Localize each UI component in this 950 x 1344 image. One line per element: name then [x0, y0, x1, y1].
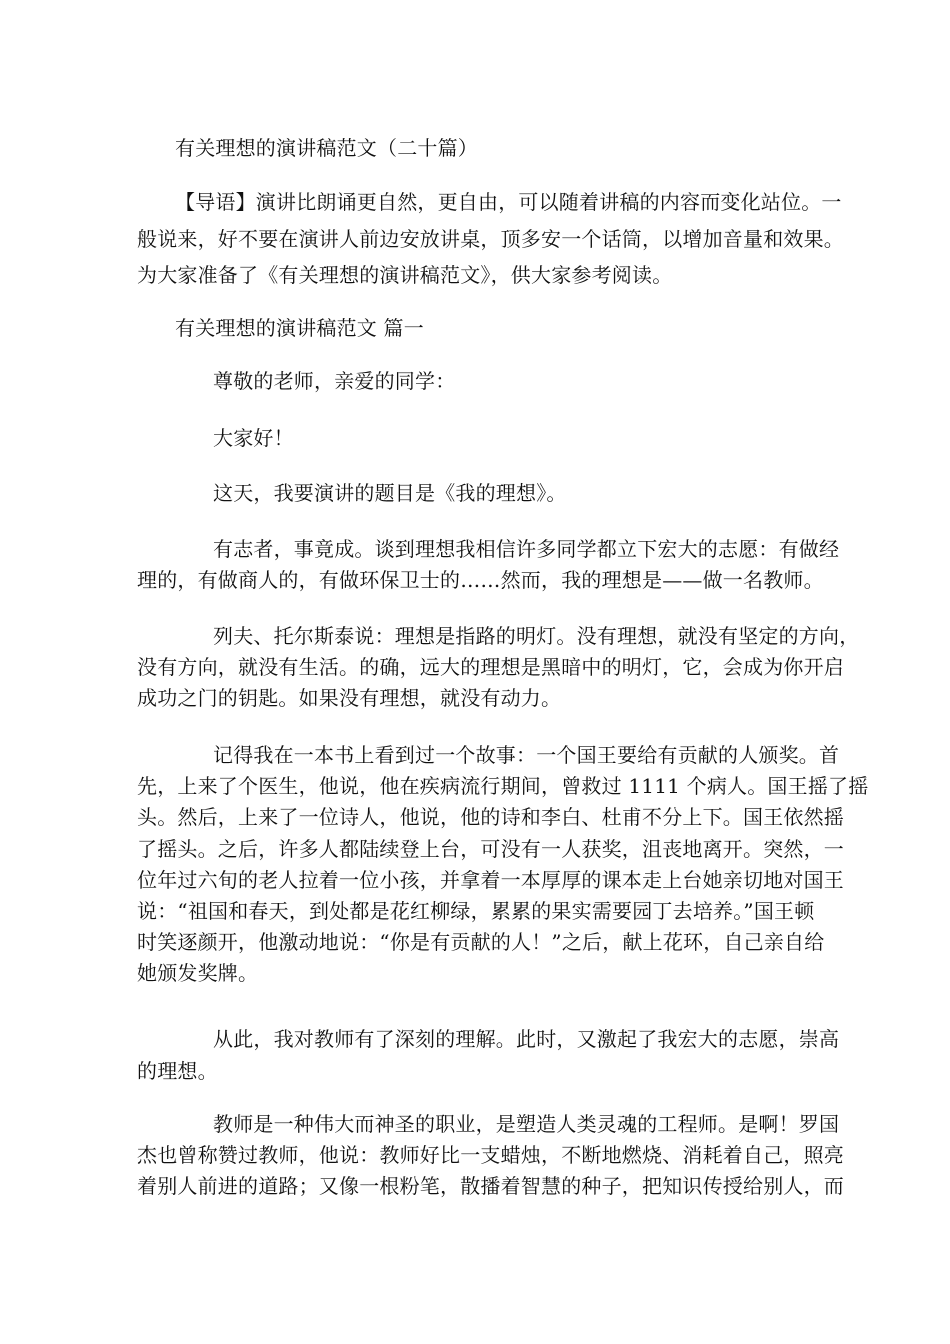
document-title: 有关理想的演讲稿范文（二十篇）: [175, 136, 478, 160]
paragraph-line: 成功之门的钥匙。如果没有理想，就没有动力。: [137, 686, 562, 710]
paragraph-line: 着别人前进的道路；又像一根粉笔，散播着智慧的种子，把知识传授给别人，而: [137, 1174, 844, 1198]
paragraph-line: 理的，有做商人的，有做环保卫士的……然而，我的理想是——做一名教师。: [137, 568, 824, 592]
topic-line: 这天，我要演讲的题目是《我的理想》。: [213, 481, 567, 505]
paragraph-line: 的理想。: [137, 1059, 218, 1083]
intro-line: 般说来，好不要在演讲人前边安放讲桌，顶多安一个话筒，以增加音量和效果。: [137, 227, 844, 251]
paragraph-line: 先，上来了个医生，他说，他在疾病流行期间，曾救过 1111 个病人。国王摇了摇: [137, 774, 869, 798]
paragraph-line: 从此，我对教师有了深刻的理解。此时，又激起了我宏大的志愿，崇高: [213, 1027, 840, 1051]
intro-line: 为大家准备了《有关理想的演讲稿范文》，供大家参考阅读。: [137, 263, 673, 287]
paragraph-line: 列夫、托尔斯泰说：理想是指路的明灯。没有理想，就没有坚定的方向，: [213, 624, 860, 648]
paragraph-line: 她颁发奖牌。: [137, 961, 259, 985]
paragraph-line: 头。然后，上来了一位诗人，他说，他的诗和李白、杜甫不分上下。国王依然摇: [137, 805, 844, 829]
section-title: 有关理想的演讲稿范文 篇一: [175, 316, 424, 340]
paragraph-line: 教师是一种伟大而神圣的职业，是塑造人类灵魂的工程师。是啊！罗国: [213, 1112, 840, 1136]
paragraph-line: 杰也曾称赞过教师，他说：教师好比一支蜡烛，不断地燃烧、消耗着自己，照亮: [137, 1143, 844, 1167]
paragraph-line: 时笑逐颜开，他激动地说：“你是有贡献的人！”之后，献上花环，自己亲自给: [137, 930, 825, 954]
intro-line: 【导语】演讲比朗诵更自然，更自由，可以随着讲稿的内容而变化站位。一: [175, 190, 842, 214]
greeting: 大家好！: [213, 426, 294, 450]
paragraph-line: 有志者，事竟成。谈到理想我相信许多同学都立下宏大的志愿：有做经: [213, 537, 840, 561]
paragraph-line: 说：“祖国和春天，到处都是花红柳绿，累累的果实需要园丁去培养。”国王顿: [137, 899, 815, 923]
paragraph-line: 了摇头。之后，许多人都陆续登上台，可没有一人获奖，沮丧地离开。突然，一: [137, 837, 844, 861]
paragraph-line: 没有方向，就没有生活。的确，远大的理想是黑暗中的明灯，它，会成为你开启: [137, 655, 844, 679]
paragraph-line: 位年过六旬的老人拉着一位小孩，并拿着一本厚厚的课本走上台她亲切地对国王: [137, 868, 844, 892]
paragraph-line: 记得我在一本书上看到过一个故事：一个国王要给有贡献的人颁奖。首: [213, 743, 840, 767]
salutation: 尊敬的老师，亲爱的同学：: [213, 369, 456, 393]
